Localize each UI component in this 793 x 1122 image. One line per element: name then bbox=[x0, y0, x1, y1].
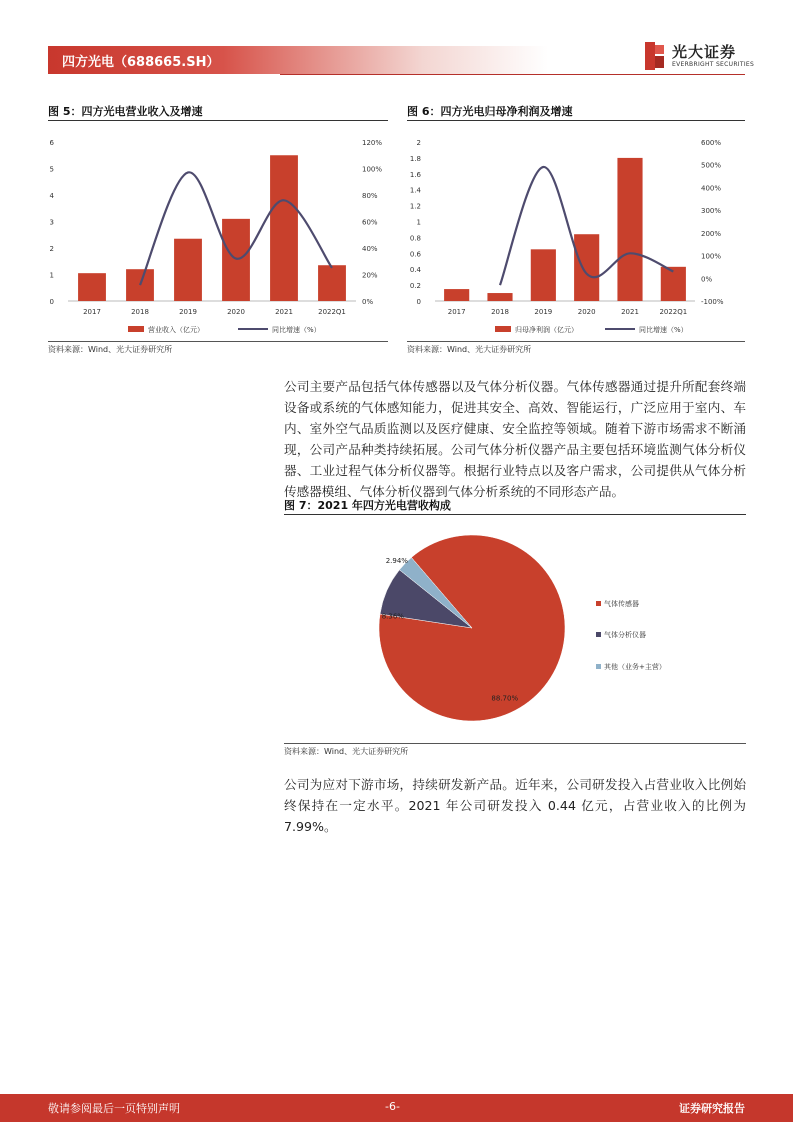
fig5-source: 资料来源：Wind、光大证券研究所 bbox=[48, 345, 173, 354]
fig6-legend-bar-swatch bbox=[495, 326, 511, 332]
fig5-ytick-left: 2 bbox=[49, 245, 54, 253]
fig6-ytick-left: 1.6 bbox=[409, 170, 421, 179]
fig5-xtick: 2017 bbox=[83, 308, 101, 316]
fig6-ytick-right: 300% bbox=[701, 207, 722, 216]
footer-disclaimer: 敬请参阅最后一页特别声明 bbox=[48, 1102, 180, 1115]
fig6-xtick: 2018 bbox=[491, 308, 509, 316]
fig6-ytick-left: 0.4 bbox=[409, 266, 421, 275]
fig6-xtick: 2020 bbox=[577, 308, 596, 316]
everbright-logo-icon bbox=[643, 41, 667, 71]
fig6-ytick-left: 0.8 bbox=[409, 234, 421, 243]
header-divider bbox=[280, 74, 745, 75]
fig5-ytick-left: 0 bbox=[49, 298, 54, 306]
fig6-xtick: 2017 bbox=[447, 308, 466, 316]
fig5-ytick-left: 6 bbox=[49, 139, 54, 147]
fig5-bar bbox=[174, 239, 202, 301]
fig5-ytick-right: 60% bbox=[362, 218, 378, 227]
fig5-ytick-right: 40% bbox=[362, 245, 378, 253]
fig7-source: 资料来源：Wind、光大证券研究所 bbox=[284, 747, 409, 756]
fig5-bar bbox=[318, 265, 346, 301]
fig6-xtick: 2022Q1 bbox=[659, 308, 688, 316]
fig5-bar bbox=[270, 155, 298, 301]
fig6-ytick-right: 500% bbox=[701, 161, 722, 170]
report-title: 四方光电（688665.SH） bbox=[62, 55, 220, 70]
fig7-legend-label: 其他（业务+主营） bbox=[604, 663, 666, 671]
fig6-bar bbox=[574, 234, 599, 301]
fig7-top-rule bbox=[284, 514, 746, 515]
fig6-xtick: 2021 bbox=[621, 308, 639, 316]
fig5-title: 图 5：四方光电营业收入及增速 bbox=[48, 105, 203, 118]
fig7-label-slice3: 2.94% bbox=[385, 557, 408, 566]
fig6-ytick-left: 0.2 bbox=[409, 282, 421, 291]
fig5-bar bbox=[222, 219, 250, 301]
fig5-legend-line-label: 同比增速（%） bbox=[272, 326, 321, 334]
fig5-ytick-left: 4 bbox=[49, 192, 54, 200]
fig6-bar bbox=[531, 249, 556, 301]
fig5-bottom-rule bbox=[48, 341, 388, 342]
fig5-top-rule bbox=[48, 120, 388, 121]
fig6-ytick-left: 1 bbox=[416, 218, 421, 227]
body-paragraph-2: 公司为应对下游市场，持续研发新产品。近年来，公司研发投入占营业收入比例始终保持在一定水平。2021 年公司研发投入 0.44 亿元，占营业收入的比例为 7.99%。 bbox=[284, 777, 746, 834]
fig6-bar bbox=[661, 267, 686, 301]
fig6-source: 资料来源：Wind、光大证券研究所 bbox=[407, 345, 532, 354]
fig7-bottom-rule bbox=[284, 743, 746, 744]
fig5-legend-bar-label: 营业收入（亿元） bbox=[148, 326, 204, 334]
fig5-legend-bar-swatch bbox=[128, 326, 144, 332]
fig5-ytick-left: 5 bbox=[49, 165, 54, 174]
fig6-ytick-right: -100% bbox=[701, 298, 724, 306]
fig5-ytick-right: 20% bbox=[362, 271, 378, 280]
logo-text: 光大证券 bbox=[672, 43, 737, 61]
fig6-bar bbox=[487, 293, 512, 301]
page-number: -6- bbox=[385, 1100, 400, 1113]
fig5-bar bbox=[78, 273, 106, 301]
fig5-xtick: 2018 bbox=[131, 308, 149, 316]
fig6-ytick-left: 0 bbox=[416, 298, 421, 306]
fig5-xtick: 2021 bbox=[275, 308, 293, 316]
fig7-label-slice1: 88.70% bbox=[491, 694, 519, 703]
logo-subtext: EVERBRIGHT SECURITIES bbox=[672, 61, 755, 68]
fig5-ytick-right: 120% bbox=[362, 139, 383, 147]
fig6-title: 图 6：四方光电归母净利润及增速 bbox=[407, 105, 573, 118]
fig7-legend-label: 气体传感器 bbox=[604, 600, 639, 608]
fig5-xtick: 2022Q1 bbox=[318, 308, 346, 316]
fig5-ytick-left: 1 bbox=[49, 271, 54, 280]
fig5-ytick-right: 80% bbox=[362, 192, 378, 200]
fig6-ytick-left: 2 bbox=[416, 139, 421, 147]
fig6-ytick-right: 100% bbox=[701, 252, 722, 261]
fig7-legend-label: 气体分析仪器 bbox=[604, 631, 646, 639]
fig7-legend-swatch bbox=[596, 601, 601, 606]
fig6-ytick-right: 0% bbox=[701, 275, 713, 284]
fig6-xtick: 2019 bbox=[534, 308, 553, 316]
fig6-bar bbox=[444, 289, 469, 301]
fig5-chart bbox=[48, 126, 388, 340]
fig6-ytick-left: 0.6 bbox=[409, 250, 421, 259]
fig6-bottom-rule bbox=[407, 341, 745, 342]
fig6-legend-line-label: 同比增速（%） bbox=[639, 326, 688, 334]
fig7-legend-swatch bbox=[596, 632, 601, 637]
fig6-bar bbox=[617, 158, 642, 301]
fig6-top-rule bbox=[407, 120, 745, 121]
fig5-ytick-right: 100% bbox=[362, 165, 383, 174]
fig7-legend-swatch bbox=[596, 664, 601, 669]
fig7-title: 图 7：2021 年四方光电营收构成 bbox=[284, 499, 451, 512]
fig5-xtick: 2020 bbox=[227, 308, 245, 316]
fig5-xtick: 2019 bbox=[179, 308, 197, 316]
fig5-ytick-right: 0% bbox=[362, 298, 374, 306]
fig6-ytick-left: 1.4 bbox=[409, 186, 421, 195]
fig7-label-slice2: 8.36% bbox=[381, 612, 404, 621]
footer-report-type: 证券研究报告 bbox=[679, 1102, 745, 1115]
fig6-ytick-left: 1.8 bbox=[409, 154, 421, 163]
fig5-ytick-left: 3 bbox=[49, 218, 54, 227]
fig6-ytick-right: 600% bbox=[701, 139, 722, 147]
fig7-chart bbox=[284, 518, 746, 740]
fig6-ytick-left: 1.2 bbox=[409, 202, 421, 211]
fig6-legend-bar-label: 归母净利润（亿元） bbox=[515, 326, 578, 334]
body-paragraph-1: 公司主要产品包括气体传感器以及气体分析仪器。气体传感器通过提升所配套终端设备或系统的气体感知能力，促进其安全、高效、智能运行，广泛应用于室内、车内、室外空气品质监测以及医疗健康、安全监控等领域。随着下游市场需求不断涌现，公司产品种类持续拓展。公司气体分析仪器产品主要包括环境监测气体分析仪器、工业过程气体分析仪器等。根据行业特点以及客户需求，公司提供从气体分析传感器模组、气体分析仪器到气体分析系统的不同形态产品。 bbox=[284, 379, 746, 499]
fig6-chart bbox=[407, 126, 745, 340]
fig6-ytick-right: 200% bbox=[701, 229, 722, 238]
fig6-ytick-right: 400% bbox=[701, 184, 722, 193]
